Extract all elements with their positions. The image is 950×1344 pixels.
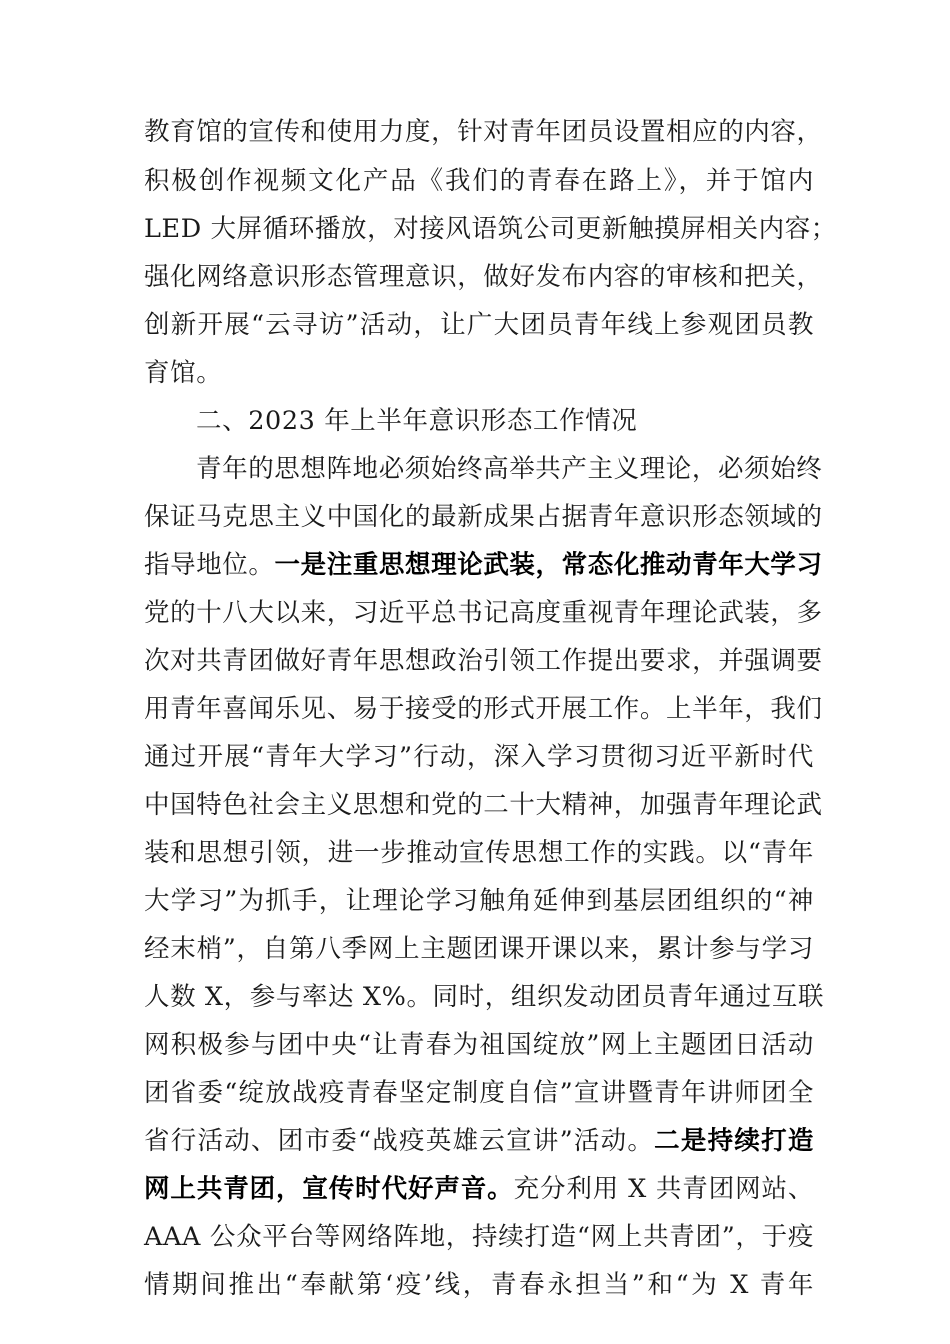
point-one-bold-heading: 一是注重思想理论武装，常态化推动青年大学习 [274,550,823,580]
paragraph-2-line-3-normal: 指导地位。 [144,550,275,580]
paragraph-2-line-4: 党的十八大以来，习近平总书记高度重视青年理论武装，多 [144,598,823,628]
paragraph-2-line-1: 青年的思想阵地必须始终高举共产主义理论，必须始终 [196,454,823,484]
paragraph-1-line-4: 强化网络意识形态管理意识，做好发布内容的审核和把关， [144,262,823,292]
point-two-bold-heading-end: 网上共青团，宣传时代好声音。 [144,1174,514,1204]
paragraph-2-line-5: 次对共青团做好青年思想政治引领工作提出要求，并强调要 [144,646,823,676]
point-two-bold-heading-start: 二是持续打造 [654,1126,814,1156]
paragraph-2-line-13: 网积极参与团中央“让青春为祖国绽放”网上主题团日活动 [144,1030,814,1060]
paragraph-2-line-15 [144,1118,814,1164]
paragraph-2-line-10: 大学习”为抓手，让理论学习触角延伸到基层团组织的“神 [144,886,814,916]
paragraph-1-line-6: 育馆。 [144,358,223,388]
paragraph-2-line-3 [144,542,823,588]
paragraph-1-line-3: LED 大屏循环播放，对接风语筑公司更新触摸屏相关内容； [144,214,837,244]
section-heading: 二、2023 年上半年意识形态工作情况 [196,406,638,436]
paragraph-2-line-6: 用青年喜闻乐见、易于接受的形式开展工作。上半年，我们 [144,694,823,724]
paragraph-1-line-5: 创新开展“云寻访”活动，让广大团员青年线上参观团员教 [144,310,814,340]
paragraph-2-line-16 [144,1166,814,1212]
paragraph-2-line-8: 中国特色社会主义思想和党的二十大精神，加强青年理论武 [144,790,823,820]
paragraph-2-line-2: 保证马克思主义中国化的最新成果占据青年意识形态领域的 [144,502,823,532]
paragraph-2-line-14: 团省委“绽放战疫青春坚定制度自信”宣讲暨青年讲师团全 [144,1078,814,1108]
paragraph-1-line-2: 积极创作视频文化产品《我们的青春在路上》，并于馆内 [144,166,814,196]
paragraph-2-line-15-normal: 省行活动、团市委“战疫英雄云宣讲”活动。 [144,1126,655,1156]
paragraph-2-line-7: 通过开展“青年大学习”行动，深入学习贯彻习近平新时代 [144,742,814,772]
paragraph-2-line-17: AAA 公众平台等网络阵地，持续打造“网上共青团”，于疫 [144,1222,814,1252]
paragraph-2-line-9: 装和思想引领，进一步推动宣传思想工作的实践。以“青年 [144,838,814,868]
paragraph-2-line-11: 经末梢”，自第八季网上主题团课开课以来，累计参与学习 [144,934,814,964]
paragraph-1-line-1: 教育馆的宣传和使用力度，针对青年团员设置相应的内容， [144,117,823,147]
paragraph-2-line-12: 人数 X，参与率达 X%。同时，组织发动团员青年通过互联 [144,982,825,1012]
paragraph-2-line-18: 情期间推出“奉献第‘疫’线，青春永担当”和“为 X 青年 [144,1270,814,1300]
paragraph-2-line-16-normal: 充分利用 X 共青团网站、 [513,1174,814,1204]
